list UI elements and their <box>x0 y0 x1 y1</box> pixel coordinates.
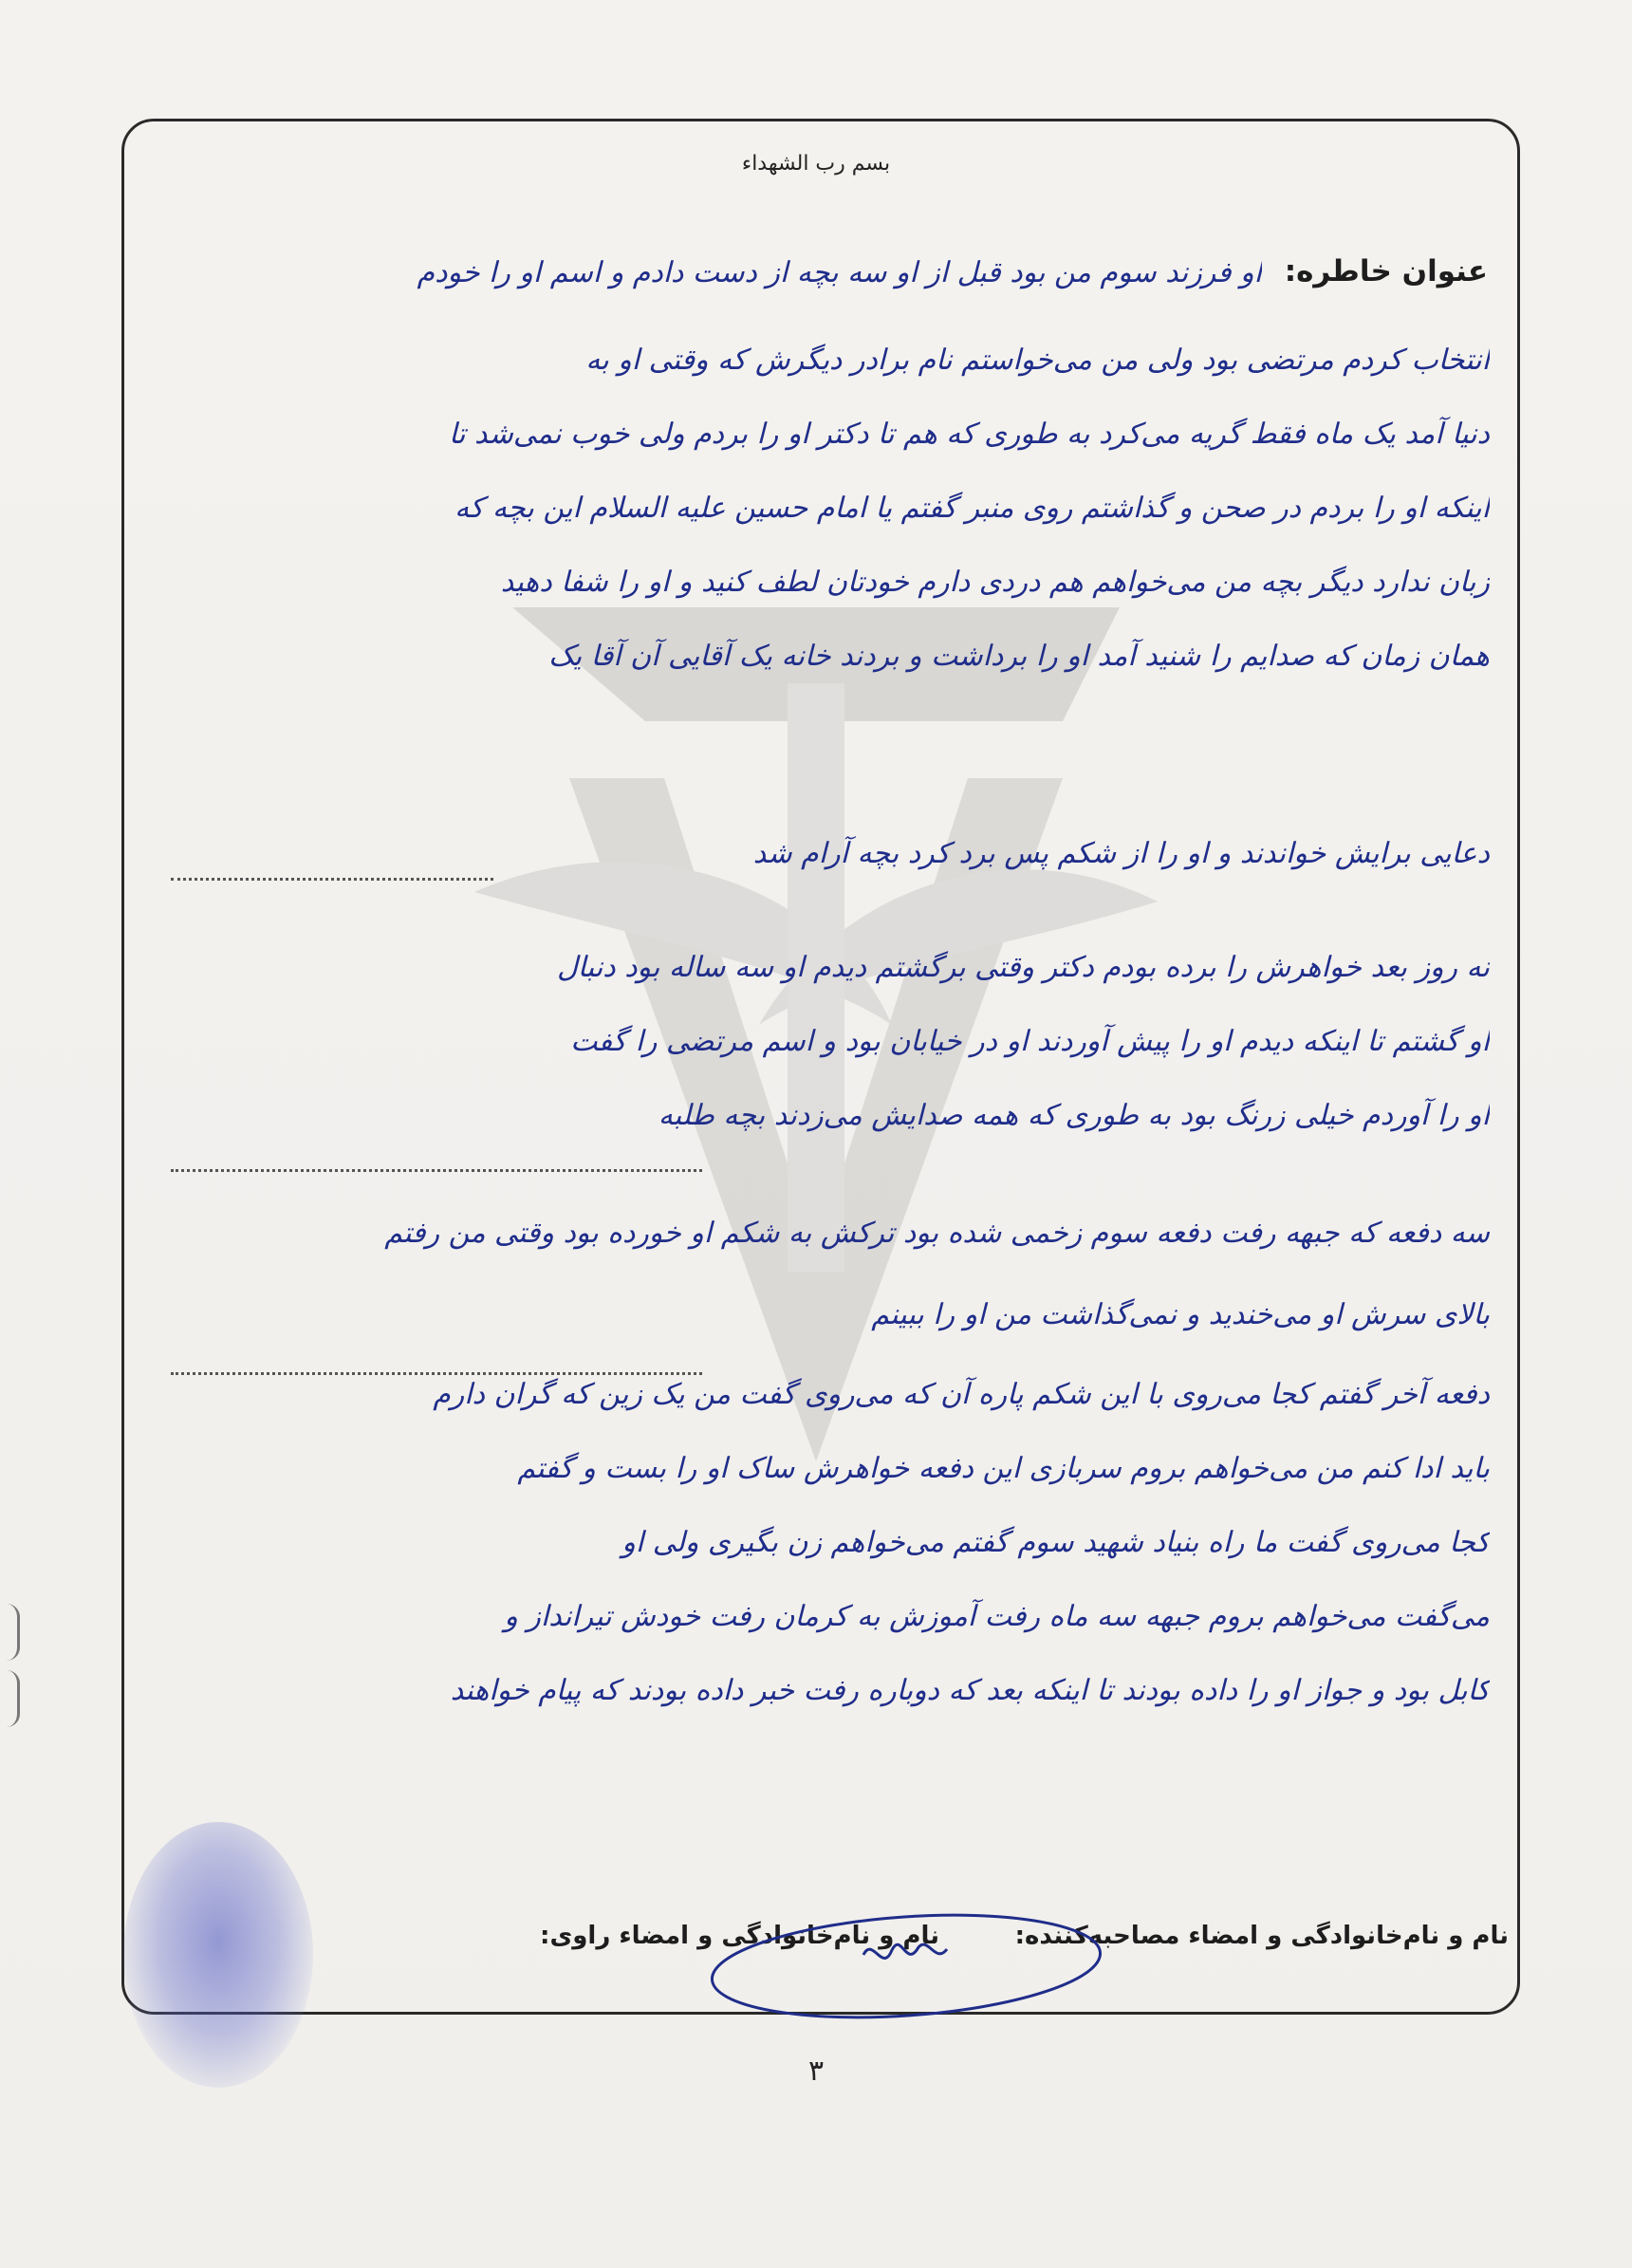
dotted-rule <box>171 1169 702 1172</box>
body-line: دفعه آخر گفتم کجا می‌روی با این شکم پاره آن که می‌روی گفت من یک زین که گران دارم <box>433 1378 1490 1411</box>
body-line: زبان ندارد دیگر بچه من می‌خواهم هم دردی دارم خودتان لطف کنید و او را شفا دهید <box>500 566 1490 599</box>
body-line: باید ادا کنم من می‌خواهم بروم سربازی این دفعه خواهرش ساک او را بست و گفتم <box>517 1452 1490 1485</box>
page-number: ۳ <box>807 2054 825 2088</box>
dotted-rule <box>171 1372 702 1375</box>
dotted-rule <box>171 878 493 881</box>
body-line: انتخاب کردم مرتضی بود ولی من می‌خواستم نام برادر دیگرش که وقتی او به <box>585 344 1490 377</box>
handwritten-signature <box>702 1907 1120 2031</box>
memory-title-label: عنوان خاطره: <box>1284 254 1488 288</box>
narrator-signature-label: نام و نام‌خانوادگی و امضاء راوی: <box>540 1922 939 1950</box>
memory-title-handwriting: او فرزند سوم من بود قبل از او سه بچه از دست دادم و اسم او را خودم <box>417 256 1262 289</box>
body-line: او را آوردم خیلی زرنگ بود به طوری که همه صدایش می‌زدند بچه طلبه <box>658 1099 1490 1132</box>
body-line: سه دفعه که جبهه رفت دفعه سوم زخمی شده بود ترکش به شکم او خورده بود وقتی من رفتم <box>384 1217 1490 1250</box>
body-line: نه روز بعد خواهرش را برده بودم دکتر وقتی برگشتم دیدم او سه ساله بود دنبال <box>556 951 1490 984</box>
body-line: او گشتم تا اینکه دیدم او را پیش آوردند او در خیابان بود و اسم مرتضی را گفت <box>570 1025 1490 1058</box>
body-line: دنیا آمد یک ماه فقط گریه می‌کرد به طوری که هم تا دکتر او را بردم ولی خوب نمی‌شد تا <box>448 418 1490 451</box>
body-line: می‌گفت می‌خواهم بروم جبهه سه ماه رفت آموزش به کرمان رفت خودش تیرانداز و <box>504 1600 1490 1633</box>
body-line: بالای سرش او می‌خندید و نمی‌گذاشت من او را ببینم <box>871 1298 1490 1331</box>
body-line: کجا می‌روی گفت ما راه بنیاد شهید سوم گفتم می‌خواهم زن بگیری ولی او <box>621 1526 1490 1559</box>
header-title: بسم رب الشهداء <box>741 152 891 176</box>
binder-hole-mark <box>4 1604 20 1661</box>
interviewer-signature-label: نام و نام‌خانوادگی و امضاء مصاحبه‌کننده: <box>1014 1922 1509 1950</box>
body-line: دعایی برایش خواندند و او را از شکم پس برد کرد بچه آرام شد <box>752 837 1490 870</box>
body-line: اینکه او را بردم در صحن و گذاشتم روی منبر گفتم یا امام حسین علیه السلام این بچه که <box>454 492 1490 525</box>
body-line: کابل بود و جواز او را داده بودند تا اینکه بعد که دوباره رفت خبر داده بودند که پیام خواهند <box>450 1674 1490 1707</box>
binder-hole-mark <box>4 1670 20 1727</box>
body-line: همان زمان که صدایم را شنید آمد او را برداشت و بردند خانه یک آقایی آن آقا یک <box>548 640 1490 673</box>
